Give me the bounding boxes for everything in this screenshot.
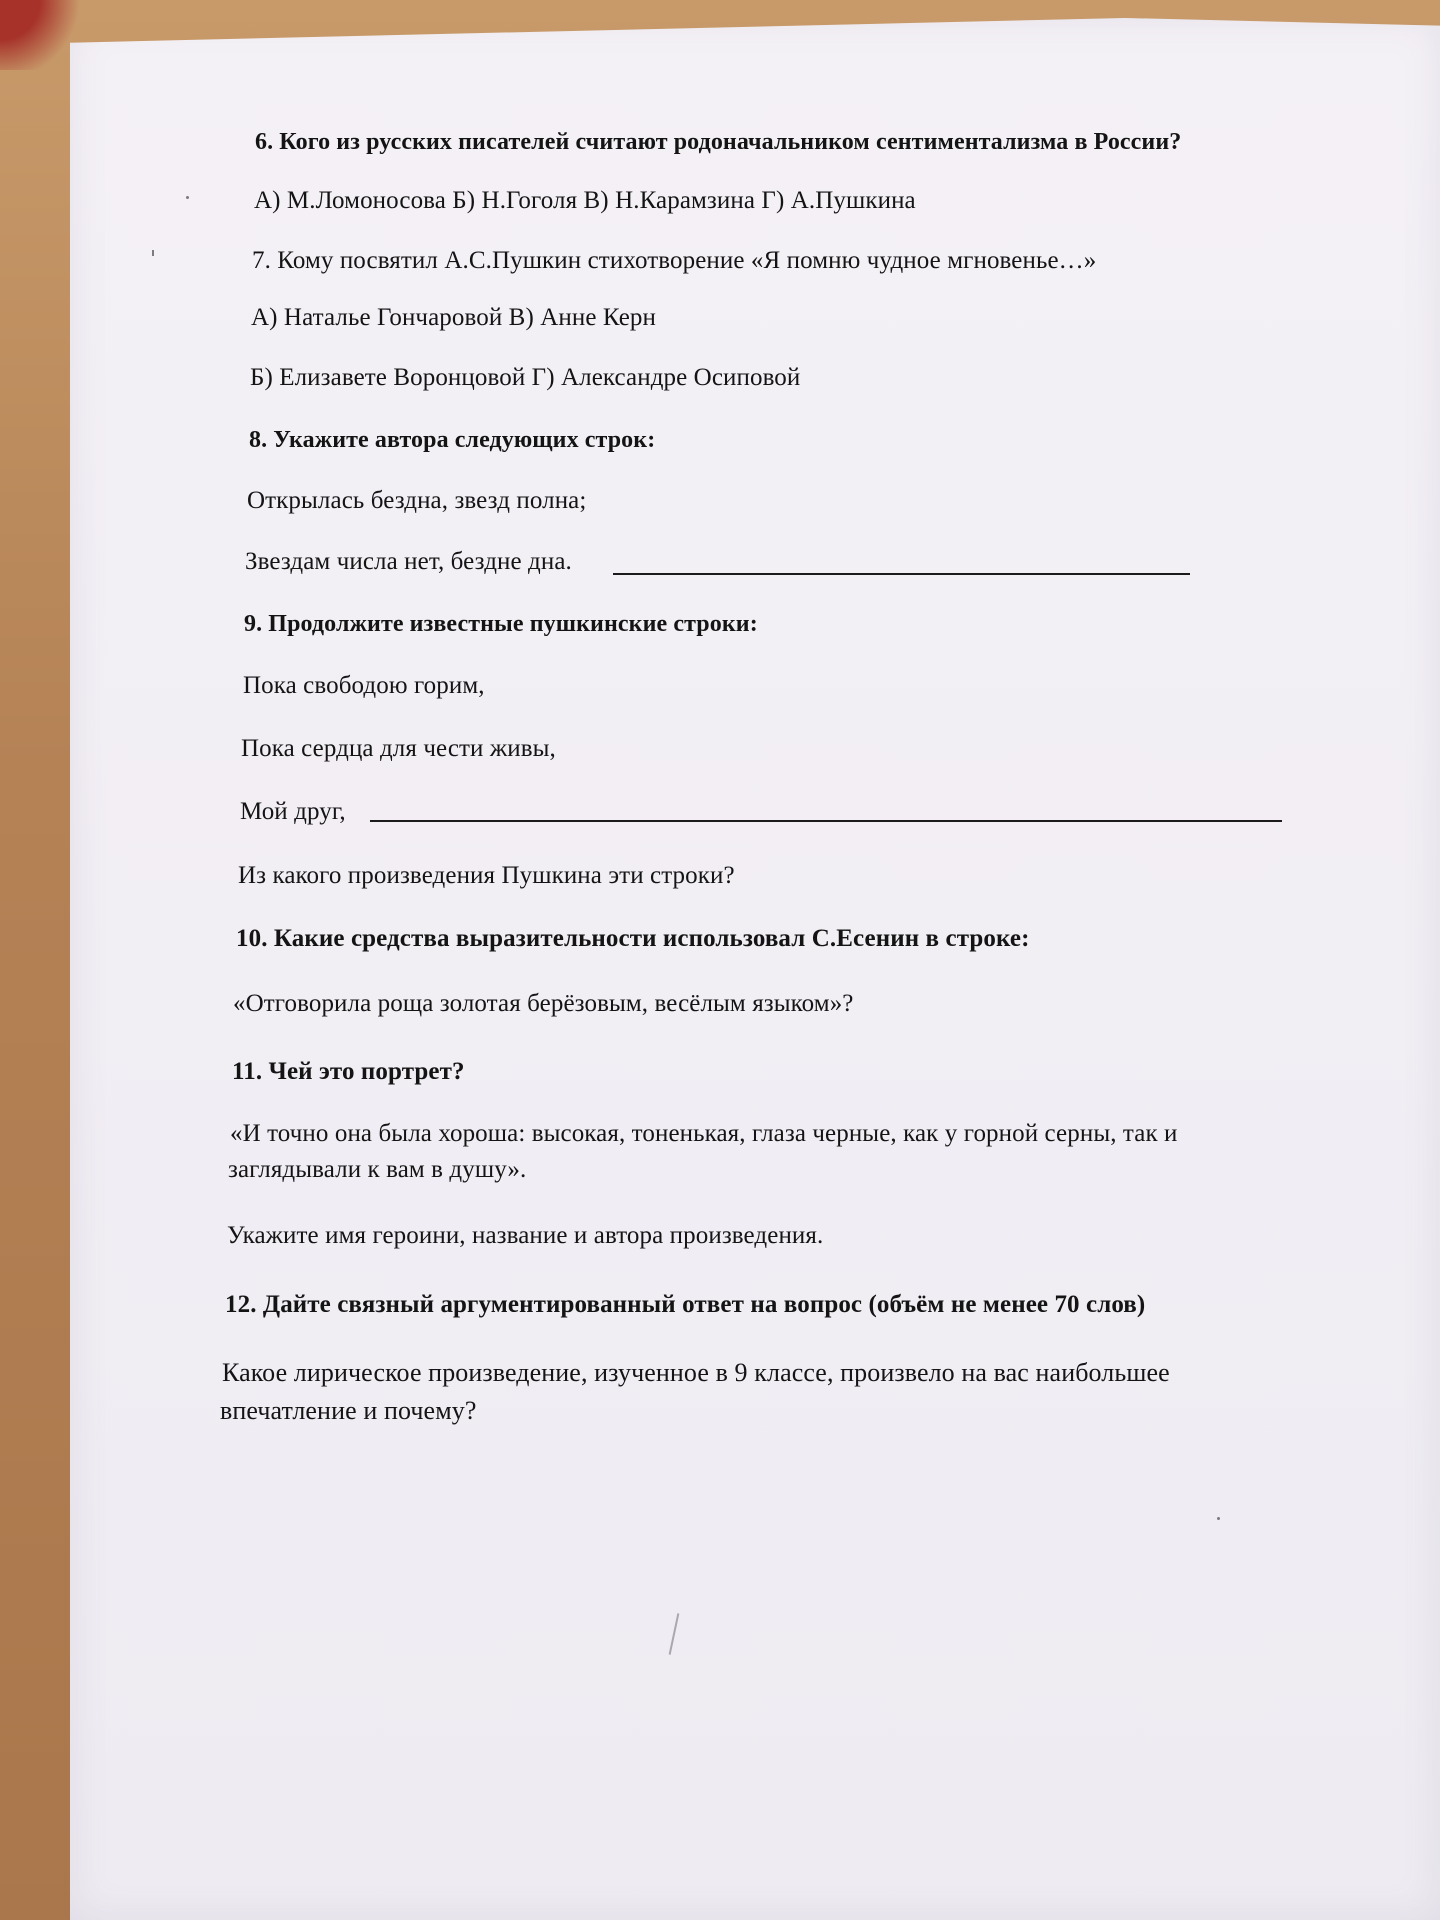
question-10-quote: «Отговорила роща золотая берёзовым, весёлым языком»? <box>233 990 854 1017</box>
question-9-followup: Из какого произведения Пушкина эти строки? <box>238 862 735 889</box>
question-7-options-line-2: Б) Елизавете Воронцовой Г) Александре Осиповой <box>250 364 801 391</box>
question-8: 8. Укажите автора следующих строк: <box>249 427 656 453</box>
paper-speck <box>1217 1517 1220 1520</box>
question-8-verse-line-2: Звездам числа нет, бездне дна. <box>245 548 572 575</box>
question-12-prompt-line-1: Какое лирическое произведение, изученное в 9 классе, произвело на вас наибольшее <box>222 1358 1170 1387</box>
question-7: 7. Кому посвятил А.С.Пушкин стихотворение «Я помню чудное мгновенье…» <box>252 247 1097 274</box>
question-10: 10. Какие средства выразительности использовал С.Есенин в строке: <box>236 925 1030 952</box>
question-9-verse-line-1: Пока свободою горим, <box>243 672 485 699</box>
question-6: 6. Кого из русских писателей считают родоначальником сентиментализма в России? <box>255 129 1182 155</box>
paper-speck <box>152 250 154 256</box>
question-7-options-line-1: А) Наталье Гончаровой В) Анне Керн <box>251 304 656 331</box>
answer-blank-continuation[interactable] <box>370 820 1282 822</box>
paper-speck <box>186 196 189 199</box>
question-11-quote-line-1: «И точно она была хороша: высокая, тоненькая, глаза черные, как у горной серны, так и <box>230 1120 1178 1147</box>
question-9: 9. Продолжите известные пушкинские строки: <box>244 611 758 637</box>
question-11-quote-line-2: заглядывали к вам в душу». <box>228 1156 527 1183</box>
question-9-verse-line-2: Пока сердца для чести живы, <box>241 735 556 762</box>
answer-blank-author[interactable] <box>613 573 1190 575</box>
question-12-prompt-line-2: впечатление и почему? <box>220 1396 477 1425</box>
question-9-verse-line-3: Мой друг, <box>240 798 346 825</box>
question-11-task: Укажите имя героини, название и автора произведения. <box>227 1222 824 1249</box>
question-6-options: А) М.Ломоносова Б) Н.Гоголя В) Н.Карамзина Г) А.Пушкина <box>254 187 916 214</box>
question-11: 11. Чей это портрет? <box>232 1058 465 1085</box>
question-8-verse-line-1: Открылась бездна, звезд полна; <box>247 487 587 514</box>
question-12: 12. Дайте связный аргументированный ответ на вопрос (объём не менее 70 слов) <box>225 1291 1146 1318</box>
